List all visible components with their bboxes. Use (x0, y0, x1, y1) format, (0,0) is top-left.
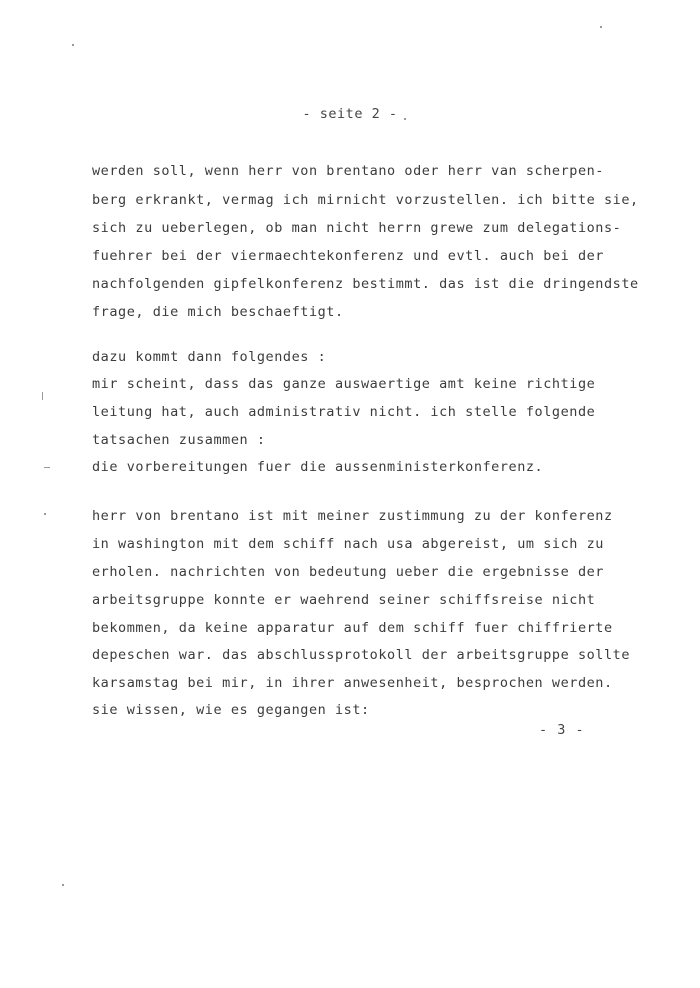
body-line: berg erkrankt, vermag ich mirnicht vorzustellen. ich bitte sie, (92, 192, 639, 208)
scan-speck (72, 44, 74, 46)
body-line: dazu kommt dann folgendes : (92, 349, 327, 365)
body-line: fuehrer bei der viermaechtekonferenz und evtl. auch bei der (92, 248, 604, 264)
scan-speck (44, 467, 50, 468)
body-line: frage, die mich beschaeftigt. (92, 304, 344, 320)
body-line: die vorbereitungen fuer die aussenministerkonferenz. (92, 459, 544, 475)
body-line: sich zu ueberlegen, ob man nicht herrn grewe zum delegations- (92, 220, 622, 236)
body-line: in washington mit dem schiff nach usa abgereist, um sich zu (92, 536, 604, 552)
scan-speck (42, 392, 43, 400)
scan-speck (404, 118, 406, 120)
scan-speck (44, 513, 46, 515)
body-line: werden soll, wenn herr von brentano oder herr van scherpen- (92, 163, 604, 179)
body-line: erholen. nachrichten von bedeutung ueber die ergebnisse der (92, 564, 604, 580)
body-line: sie wissen, wie es gegangen ist: (92, 702, 370, 718)
scan-speck (62, 884, 64, 886)
body-line: herr von brentano ist mit meiner zustimmung zu der konferenz (92, 508, 613, 524)
body-line: karsamstag bei mir, in ihrer anwesenheit, besprochen werden. (92, 675, 613, 691)
scan-speck (600, 26, 602, 28)
body-line: arbeitsgruppe konnte er waehrend seiner schiffsreise nicht (92, 592, 596, 608)
body-line: bekommen, da keine apparatur auf dem schiff fuer chiffrierte (92, 620, 613, 636)
body-line: tatsachen zusammen : (92, 432, 266, 448)
page-footer: - 3 - (539, 722, 585, 738)
body-line: nachfolgenden gipfelkonferenz bestimmt. das ist die dringendste (92, 276, 639, 292)
body-line: mir scheint, dass das ganze auswaertige amt keine richtige (92, 376, 596, 392)
body-line: depeschen war. das abschlussprotokoll der arbeitsgruppe sollte (92, 647, 631, 663)
body-line: leitung hat, auch administrativ nicht. ich stelle folgende (92, 404, 596, 420)
page-header: - seite 2 - (302, 106, 398, 122)
